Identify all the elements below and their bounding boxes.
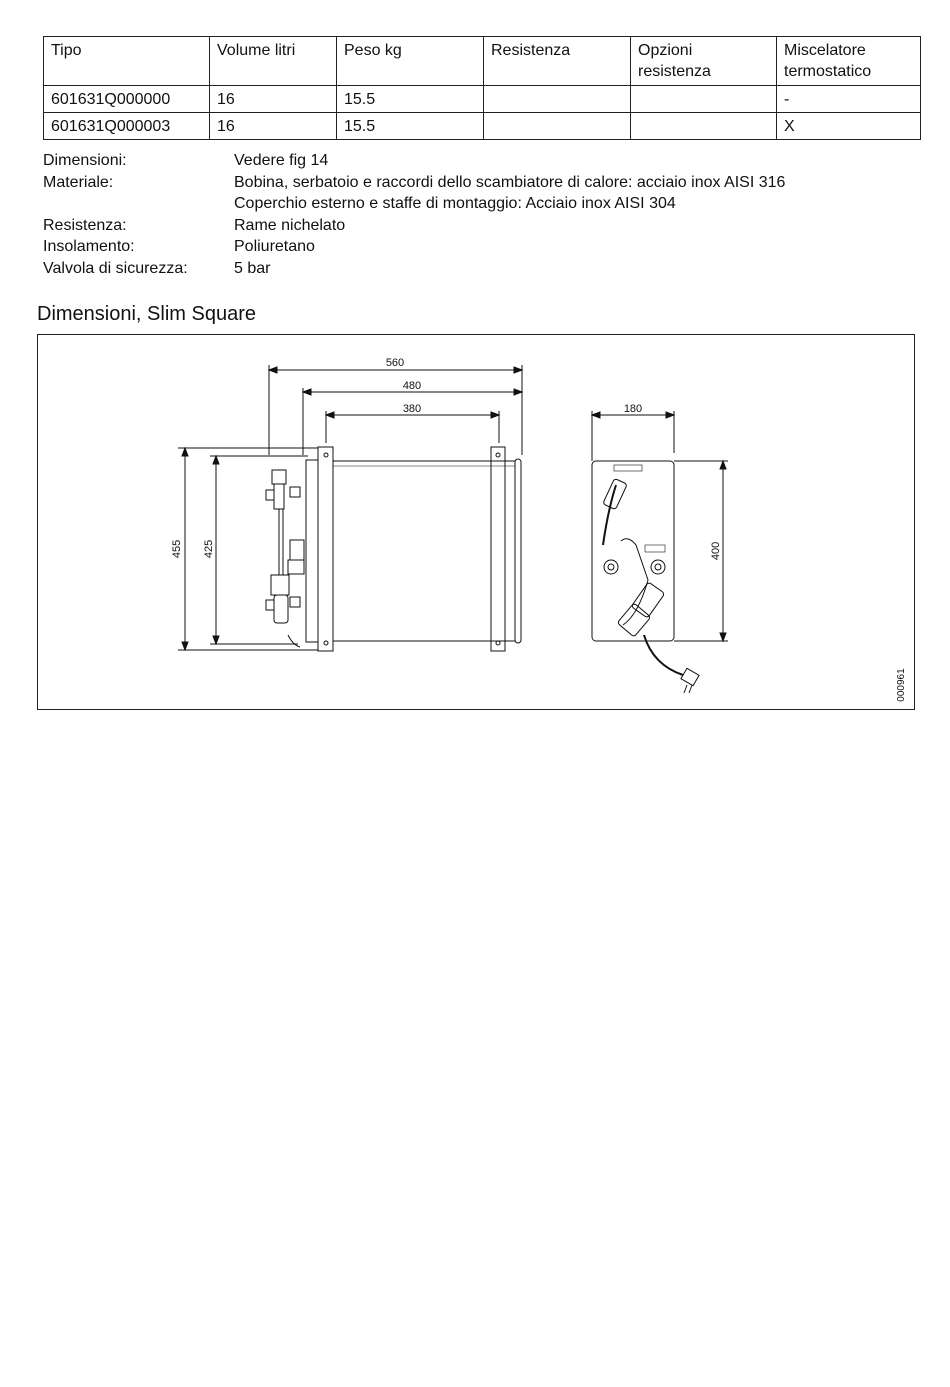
cell-peso: 15.5: [337, 86, 484, 113]
property-row: [43, 172, 785, 194]
cell-tipo: 601631Q000000: [44, 86, 210, 113]
property-key: Dimensioni:: [43, 152, 127, 169]
dimension-560: [269, 357, 522, 455]
dimension-425: [203, 456, 308, 644]
property-key: Valvola di sicurezza:: [43, 259, 188, 277]
property-row: [43, 236, 785, 258]
dim-label-480: 480: [402, 380, 422, 392]
dimension-480: [303, 380, 522, 455]
property-value: 5 bar: [234, 259, 271, 277]
header-opzioni: Opzioni resistenza: [631, 37, 777, 86]
table-header-row: [44, 37, 921, 86]
cell-miscelatore: -: [777, 86, 921, 113]
tank-front-view: [592, 461, 699, 693]
cell-resistenza: [484, 86, 631, 113]
property-key: Resistenza:: [43, 216, 127, 234]
section-title: Dimensioni, Slim Square: [37, 303, 256, 325]
property-row: [43, 150, 785, 172]
header-peso: Peso kg: [337, 37, 484, 86]
property-value: Rame nichelato: [234, 216, 346, 234]
dimension-400: [674, 461, 728, 641]
cell-volume: 16: [210, 86, 337, 113]
property-value: Coperchio esterno e staffe di montaggio: Acciaio inox AISI 304: [234, 195, 676, 212]
property-key: Materiale:: [43, 173, 114, 191]
figure-id: 000961: [896, 668, 907, 702]
dim-label-560: 560: [385, 357, 405, 369]
header-volume: Volume litri: [210, 37, 337, 86]
cell-volume: 16: [210, 113, 337, 140]
property-value: Vedere fig 14: [234, 152, 329, 169]
dimension-figure: [37, 334, 915, 710]
dim-label-180: 180: [623, 403, 643, 415]
spec-table: [43, 36, 921, 140]
cell-tipo: 601631Q000003: [44, 113, 210, 140]
cell-miscelatore: X: [777, 113, 921, 140]
header-miscelatore: Miscelatore termostatico: [777, 37, 921, 86]
table-row: [44, 86, 921, 113]
property-row: [43, 193, 785, 215]
dim-label-380: 380: [402, 403, 422, 415]
properties-list: [43, 150, 785, 279]
cell-opzioni: [631, 86, 777, 113]
property-row: [43, 215, 785, 237]
cell-peso: 15.5: [337, 113, 484, 140]
dimension-455: [171, 448, 318, 650]
tank-side-view: [266, 447, 521, 651]
dimension-380: [326, 403, 499, 443]
property-value: Poliuretano: [234, 238, 315, 255]
dimension-180: [592, 403, 674, 461]
dim-label-425: 425: [203, 539, 215, 559]
header-tipo: Tipo: [44, 37, 210, 86]
property-row: [43, 258, 785, 280]
header-resistenza: Resistenza: [484, 37, 631, 86]
table-row: [44, 113, 921, 140]
cell-resistenza: [484, 113, 631, 140]
technical-drawing: [38, 335, 914, 709]
cell-opzioni: [631, 113, 777, 140]
property-value: Bobina, serbatoio e raccordi dello scambiatore di calore: acciaio inox AISI 316: [234, 173, 786, 191]
dim-label-455: 455: [171, 539, 183, 559]
property-key: Insolamento:: [43, 238, 135, 255]
dim-label-400: 400: [710, 541, 722, 561]
property-key: [43, 193, 234, 215]
